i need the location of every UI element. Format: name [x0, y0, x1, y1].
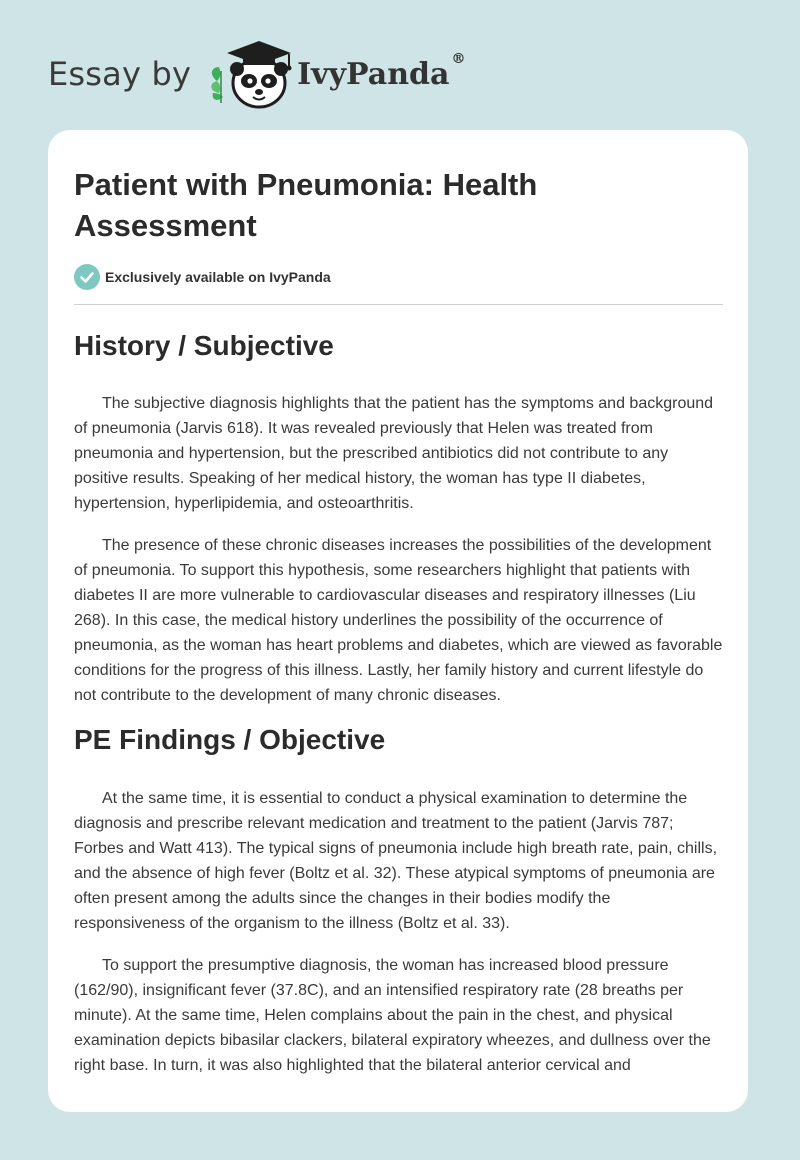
site-header: [48, 34, 465, 114]
paragraph: At the same time, it is essential to conduct a physical examination to determine the diagnosis and prescribe relevant medication and treatment to the patient (Jarvis 787; Forbes and Watt 413). The typical signs of pneumonia include high breath rate, pain, chills, and the absence of high fever (Boltz et al. 32). These atypical symptoms of pneumonia are often present among the adults since the changes in their bodies modify the responsiveness of the organism to the illness (Boltz et al. 33).: [74, 790, 718, 932]
section-heading-history: History / Subjective: [74, 330, 334, 361]
badge-text: Exclusively available on IvyPanda: [105, 269, 331, 285]
check-circle-icon: [74, 264, 100, 290]
essay-by-label: Essay by: [48, 55, 192, 93]
page-title: Patient with Pneumonia: Health Assessment: [74, 167, 538, 243]
paragraph: The presence of these chronic diseases increases the possibilities of the development of pneumonia. To support this hypothesis, some researchers highlight that patients with diabetes II are more vulnerable to cardiovascular diseases and respiratory illnesses (Liu 268). In this case, the medical history underlines the possibility of the occurrence of pneumonia, as the woman has heart problems and diabetes, which are viewed as favorable conditions for the progress of this illness. Lastly, her family history and current lifestyle do not contribute to the development of many chronic diseases.: [74, 537, 723, 704]
paragraph: To support the presumptive diagnosis, the woman has increased blood pressure (162/90), insignificant fever (37.8C), and an intensified respiratory rate (28 breaths per minute). At the same time, Helen complains about the pain in the chest, and physical examination depicts bibasilar clackers, bilateral expiratory wheezes, and dullness over the right base. In turn, it was also highlighted that the bilateral anterior cervical and: [74, 957, 711, 1074]
section-heading-pe-findings: PE Findings / Objective: [74, 724, 386, 755]
article-card: [48, 130, 748, 1112]
brand-name[interactable]: IvyPanda ®: [297, 50, 466, 92]
registered-mark: ®: [451, 50, 466, 67]
paragraph: The subjective diagnosis highlights that the patient has the symptoms and background of pneumonia (Jarvis 618). It was revealed previously that Helen was treated from pneumonia and hypertension, but the prescribed antibiotics did not contribute to any positive results. Speaking of her medical history, the woman has type II diabetes, hypertension, hyperlipidemia, and osteoarthritis.: [74, 395, 714, 512]
divider: [74, 304, 723, 305]
exclusive-badge: [74, 264, 723, 290]
panda-graduate-icon[interactable]: [205, 37, 297, 111]
